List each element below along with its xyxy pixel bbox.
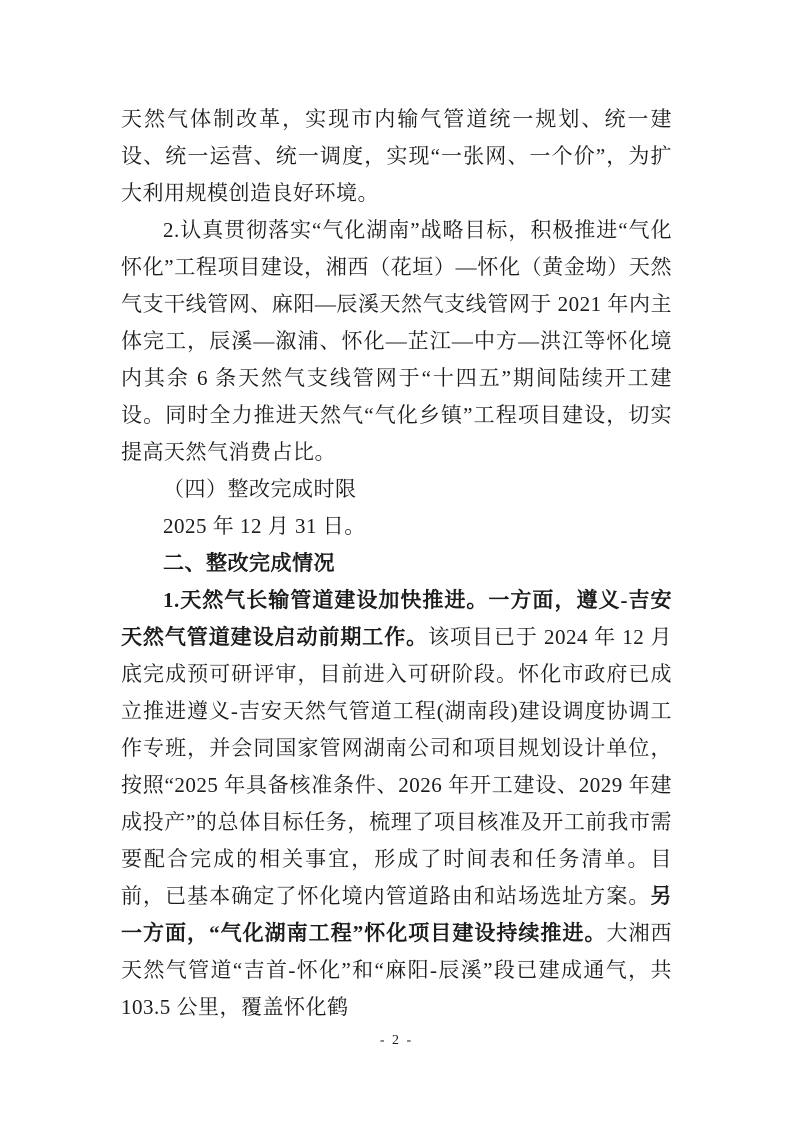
document-body (121, 101, 672, 1026)
text-run: 天然气体制改革，实现市内输气管道统一规划、统一建设、统一运营、统一调度，实现“一张网、一个价”，为扩大利用规模创造良好环境。 (121, 107, 672, 205)
text-run: 2.认真贯彻落实“气化湖南”战略目标，积极推进“气化怀化”工程项目建设，湘西（花垣）—怀化（黄金坳）天然气支干线管网、麻阳—辰溪天然气支线管网于 2021 年内主体完工，辰溪—溆浦、怀化—芷江—中方—洪江等怀化境内其余 6 条天然气支线管网于“十四五”期间陆续开工建设。同时全力推进天然气“气化乡镇”工程项目建设，切实提高天然气消费占比。 (121, 218, 672, 464)
paragraph-deadline-date (121, 508, 672, 545)
section-heading-2 (121, 545, 672, 582)
text-run: 大湘西天然气管道“吉首-怀化”和“麻阳-辰溪”段已建成通气，共 103.5 公里，覆盖怀化鹤 (121, 921, 673, 1019)
paragraph-item-2 (121, 212, 672, 471)
paragraph-progress-report (121, 582, 672, 1026)
text-run-bold: 1.天然气长输管道建设加快推进。一方面，遵义-吉安天然气管道建设启动前期工作。 (121, 588, 672, 649)
text-run: 该项目已于 2024 年 12 月底完成预可研评审，目前进入可研阶段。怀化市政府已成立推进遵义-吉安天然气管道工程(湖南段)建设调度协调工作专班，并会同国家管网湖南公司和项目规划设计单位，按照“2025 年具备核准条件、2026 年开工建设、2029 年建成投产”的总体目标任务，梳理了项目核准及开工前我市需要配合完成的相关事宜，形成了时间表和任务清单。目前，已基本确定了怀化境内管道路由和站场选址方案。 (121, 625, 672, 908)
page-number: - 2 - (379, 1033, 414, 1048)
paragraph-section-4-heading (121, 471, 672, 508)
text-run: 二、整改完成情况 (163, 552, 335, 575)
paragraph-continuation (121, 101, 672, 212)
text-run: 2025 年 12 月 31 日。 (163, 514, 366, 538)
text-run-bold: 另一方面，“气化湖南工程”怀化项目建设持续推进。 (121, 884, 672, 945)
text-run: （四）整改完成时限 (163, 477, 357, 501)
